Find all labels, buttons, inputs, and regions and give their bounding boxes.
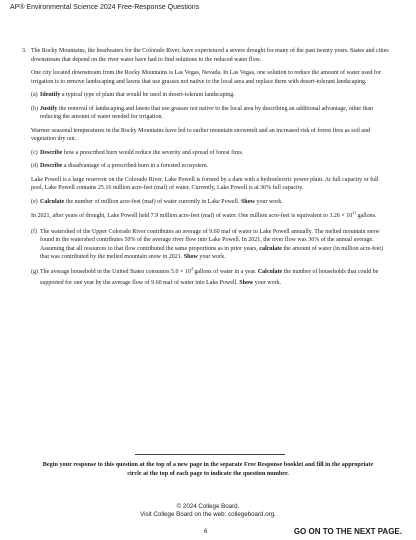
question-body — [31, 47, 392, 290]
part-text: a disadvantage of a prescribed burn in a forested ecosystem. — [62, 163, 209, 169]
part-tail: your work. — [253, 280, 282, 286]
exponent: 11 — [352, 210, 357, 215]
part-e — [31, 198, 392, 207]
divider — [135, 454, 285, 455]
part-text-2: gallons of water in a year. — [192, 268, 258, 275]
lake-powell-paragraph: Lake Powell is a large reservoir on the Colorado River. Lake Powell is formed by a dam with a hydroelectric power plant. At full capacity or full pool, Lake Powell contains 25.16 million acre-feet (maf) of water. Currently, Lake Powell is at 36% full capacity. — [31, 176, 379, 191]
next-page-notice: GO ON TO THE NEXT PAGE. — [293, 527, 402, 536]
part-tail: your work. — [197, 254, 226, 260]
website-note: Visit College Board on the web: collegeboard.org. — [140, 511, 276, 518]
drought-text-end: gallons. — [356, 213, 377, 219]
question-3 — [22, 47, 392, 295]
part-text: The watershed of the Upper Colorado River contributes an average of 9.60 maf of water to Lake Powell annually. The melted mountain snow found in the watershed contributes 50% of the average river flow into Lake Powell. In 2021, the river flow was 36% of the annual average. Assuming that all resources to that flow contributed the same proportions as in prior years, — [40, 228, 380, 252]
task-verb: Identify — [40, 92, 61, 98]
show-word: Show — [183, 254, 198, 260]
part-tail: your work. — [254, 198, 283, 205]
part-label: (b) — [31, 105, 38, 112]
part-text: the removal of landscaping and lawns that use grasses not native to the local area by describing an additional advantage, other than reducing the amount of water needed for irrigation. — [40, 105, 374, 120]
part-text: how a prescribed burn would reduce the severity and spread of forest fires. — [62, 149, 244, 156]
part-label: (c) — [31, 149, 38, 156]
part-label: (g) — [31, 268, 38, 275]
intro-paragraph-2: One city located downstream from the Rocky Mountains is Las Vegas, Nevada. In Las Vegas, one solution to reduce the amount of water used for irrigation is to remove landscaping and lawns that use grasses not native to the local area and replace them with desert-tolerant landscaping. — [31, 70, 381, 85]
part-label: (f) — [31, 228, 37, 235]
part-d — [31, 162, 392, 171]
part-a — [31, 91, 392, 100]
show-word: Show — [240, 198, 255, 205]
drought-2021-paragraph — [31, 211, 392, 223]
task-verb: Justify — [40, 105, 58, 112]
task-verb: Describe — [40, 163, 63, 169]
page-number: 6 — [204, 529, 208, 535]
drought-text: In 2021, after years of drought, Lake Powell held 7.9 million acre-feet (maf) of water. One million acre-feet is equivalent to 3.26 × 10 — [31, 213, 353, 219]
part-text-2: the amount of water (in million acre-feet) that was contributed by the melted mountain snow in 2021. — [40, 245, 384, 260]
task-verb: Describe — [40, 149, 63, 156]
copyright: © 2024 College Board. — [176, 503, 240, 510]
part-text: a typical type of plant that would be used in desert-tolerant landscaping. — [60, 92, 235, 98]
part-c — [31, 149, 392, 158]
task-verb: Calculate — [40, 198, 65, 205]
part-label: (d) — [31, 163, 38, 169]
question-number: 3. — [22, 48, 27, 54]
page-header: AP® Environmental Science 2024 Free-Response Questions — [10, 4, 200, 11]
warming-paragraph: Warmer seasonal temperatures in the Rocky Mountains have led to earlier mountain snowmelt and an increased risk of forest fires as soil and vegetation dry out. — [31, 127, 371, 142]
part-text: The average household in the United States consumes 5.0 × 10 — [40, 268, 191, 275]
intro-paragraph-1: The Rocky Mountains, the headwaters for the Colorado River, have experienced a severe drought for many of the past twenty years. States and cities downstream that depend on the river water have had to find solutions to the reduced water flow. — [31, 48, 389, 63]
part-g — [31, 267, 392, 290]
show-word: Show — [239, 280, 254, 286]
task-verb: Calculate — [257, 268, 283, 275]
part-f — [31, 228, 392, 262]
part-b — [31, 105, 392, 122]
exponent: 4 — [190, 265, 193, 271]
part-label: (a) — [31, 92, 38, 98]
part-text: the number of million acre-feet (maf) of water currently in Lake Powell. — [64, 198, 241, 205]
part-label: (e) — [31, 198, 38, 205]
part-text-3: the number of households that could be supported for one year by the average flow of 9.60 maf of water into Lake Powell. — [40, 268, 379, 286]
response-instructions: Begin your response to this question at the top of a new page in the separate Free Response booklet and fill in the appropriate circle at the top of each page to indicate the question number. — [42, 461, 374, 477]
task-verb: calculate — [259, 245, 282, 252]
